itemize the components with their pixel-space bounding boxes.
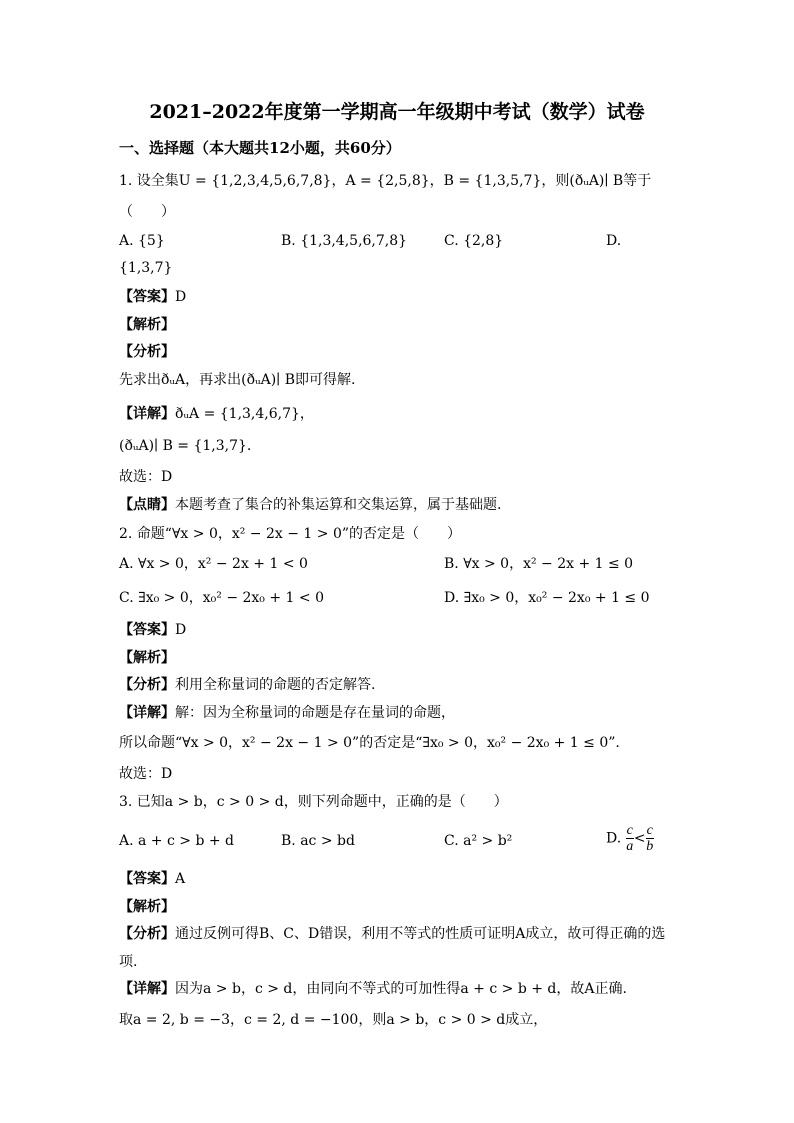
question-1-paren: （ ）: [119, 204, 175, 220]
q2-option-b: B. ∀x > 0，x² − 2x + 1 ≤ 0: [444, 556, 634, 572]
q1-detail-2: (ðᵤA)∣ B = {1,3,7}.: [119, 438, 252, 454]
detail-tag: 【详解】: [119, 981, 175, 997]
numerator: c: [646, 823, 653, 838]
detail-tag: 【详解】: [119, 406, 175, 422]
fenxi-tag: 【分析】: [119, 926, 175, 942]
denominator: a: [626, 839, 634, 854]
q3-fenxi-cont: 项.: [119, 954, 138, 970]
q2-option-a: A. ∀x > 0，x² − 2x + 1 < 0: [119, 556, 308, 572]
detail-text: 因为a > b，c > d，由同向不等式的可加性得a + c > b + d，故A正确.: [175, 981, 627, 997]
fraction-c-over-a: [626, 823, 634, 854]
q3-fenxi: [119, 925, 665, 943]
fraction-c-over-b: [646, 823, 654, 854]
q3-option-d: [606, 823, 654, 854]
page-title: 2021–2022年度第一学期高一年级期中考试（数学）试卷: [149, 101, 645, 123]
q1-option-c: C. {2,8}: [444, 233, 504, 249]
detail-tag: 【详解】: [119, 705, 175, 721]
q3-option-c: C. a² > b²: [444, 833, 513, 849]
q3-answer: [119, 870, 185, 888]
q3-detail-2: 取a = 2, b = −3，c = 2, d = −100，则a > b，c > 0 > d成立，: [119, 1012, 548, 1028]
answer-value: D: [175, 289, 187, 305]
q1-option-d: D.: [606, 233, 622, 249]
q2-option-d: D. ∃x₀ > 0，x₀² − 2x₀ + 1 ≤ 0: [444, 590, 650, 606]
q2-option-c: C. ∃x₀ > 0，x₀² − 2x₀ + 1 < 0: [119, 590, 324, 606]
q2-fenxi: [119, 676, 375, 694]
q3-analysis-tag: 【解析】: [119, 899, 175, 915]
fenxi-tag: 【分析】: [119, 677, 175, 693]
q2-detail-2: 所以命题“∀x > 0，x² − 2x − 1 > 0”的否定是“∃x₀ > 0，x₀² − 2x₀ + 1 ≤ 0”.: [119, 735, 620, 751]
q1-analysis-tag: 【解析】: [119, 317, 175, 333]
q3-detail-1: [119, 980, 627, 998]
answer-tag: 【答案】: [119, 871, 175, 887]
q1-option-d-value: {1,3,7}: [119, 260, 173, 276]
comment-tag: 【点睛】: [119, 497, 175, 513]
answer-tag: 【答案】: [119, 289, 175, 305]
q3-option-b: B. ac > bd: [281, 833, 355, 849]
fenxi-text: 利用全称量词的命题的否定解答.: [175, 677, 376, 693]
numerator: c: [626, 823, 633, 838]
option-d-prefix: D.: [606, 830, 622, 847]
q1-fenxi-tag: 【分析】: [119, 344, 175, 360]
q1-comment: [119, 496, 501, 514]
q1-option-a: A. {5}: [119, 233, 165, 249]
less-than: <: [633, 830, 646, 847]
question-2-stem: 2. 命题“∀x > 0，x² − 2x − 1 > 0”的否定是（ ）: [119, 526, 462, 542]
question-1-stem: 1. 设全集U = {1,2,3,4,5,6,7,8}，A = {2,5,8}，B = {1,3,5,7}，则(ðᵤA)∣ B等于: [119, 173, 652, 189]
section-heading: 一、选择题（本大题共12小题，共60分）: [119, 139, 401, 157]
answer-tag: 【答案】: [119, 622, 175, 638]
q2-detail-1: [119, 704, 455, 722]
detail-text: 解：因为全称量词的命题是存在量词的命题，: [175, 705, 455, 721]
q1-fenxi: 先求出ðᵤA，再求出(ðᵤA)∣ B即可得解.: [119, 372, 356, 388]
q1-option-b: B. {1,3,4,5,6,7,8}: [281, 233, 408, 249]
q3-option-a: A. a + c > b + d: [119, 833, 235, 849]
answer-value: D: [175, 622, 187, 638]
answer-value: A: [175, 871, 186, 887]
denominator: b: [646, 839, 654, 854]
q2-choose: 故选：D: [119, 766, 173, 782]
q1-answer: [119, 288, 186, 306]
q1-detail-1: [119, 405, 314, 423]
detail-text: ðᵤA = {1,3,4,6,7}，: [175, 406, 314, 422]
comment-text: 本题考查了集合的补集运算和交集运算，属于基础题.: [175, 497, 502, 513]
q2-answer: [119, 621, 186, 639]
question-3-stem: 3. 已知a > b，c > 0 > d，则下列命题中，正确的是（ ）: [119, 794, 508, 810]
q2-analysis-tag: 【解析】: [119, 650, 175, 666]
fenxi-text: 通过反例可得B、C、D错误，利用不等式的性质可证明A成立，故可得正确的选: [175, 926, 666, 942]
q1-choose: 故选：D: [119, 469, 173, 485]
